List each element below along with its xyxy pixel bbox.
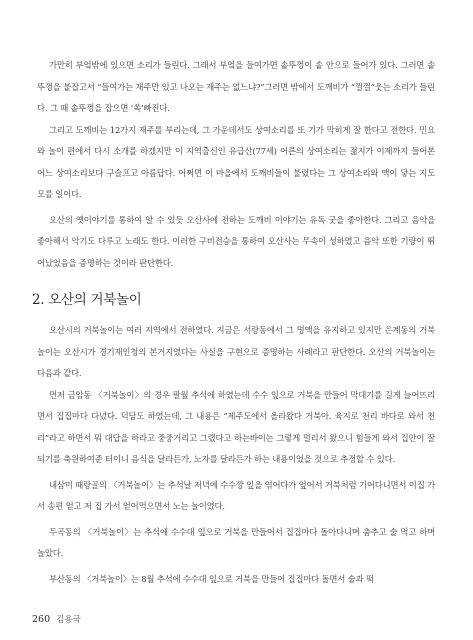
paragraph: 두곡동의 〈거북놀이〉는 추석에 수수대 잎으로 거북을 만들어서 집집마다 돌아다니며 춤추고 술 먹고 하며 놀았다. <box>37 526 435 558</box>
paragraph: 먼저 금암동 〈거북놀이〉의 경우 팔월 추석에 하였는데 수수 잎으로 거북을 만들어 막대기를 길게 늘어뜨리면서 집집마다 다녔다. 덕담도 하였는데, 그 내용은 “제주도에서 올라왔다 거북아. 육지로 천리 바다로 와서 천리”라고 하면서 뭐 대답을 하라고 중중거리고 그랬다고 하는바이는 그렇게 멀리서 왔으니 힘들게 와서 집안이 잘되기를 축원하여준 터이니 음식을 달라든가, 노자를 달라든가 하는 내용이었을 것으로 추정할 수 있다. <box>37 389 435 464</box>
section-heading: 2. 오산의 거북놀이 <box>32 292 142 308</box>
paragraph: 오산의 옛이야기를 통하여 알 수 있듯 오산사에 전하는 도깨비 이야기는 유독 굿을 좋아한다. 그리고 음악을 좋아해서 악기도 다루고 노래도 한다. 이러한 구비전승을 통하여 오산사는 무속이 성하였고 음악 또한 기량이 뛰어났었음을 증명하는 것이라 판단한다. <box>37 214 435 268</box>
page-number: 260 <box>32 614 51 625</box>
paragraph: 내삼미 때랑골의 〈거북놀이〉는 추석날 저녁에 수수깡 잎을 엮어다가 엎어서 거북처럼 기어다니면서 이집 가서 송편 얻고 저 집 가서 얻어먹으면서 노는 놀이였다. <box>37 479 435 511</box>
paragraph: 그리고 도깨비는 12가지 재주를 부리는데, 그 가운데서도 상여소리를 또 기가 막히게 잘 한다고 전한다. 민요와 놀이 편에서 다시 소개를 하겠지만 이 지역출신인 유급산(77세) 어른의 상여소리는 젊지가 이제까지 들어본 어느 상여소리보다 구슬프고 아름답다. 어쩌면 이 마을에서 도깨비들이 불렀다는 그 상여소리와 맥이 닿는 지도 모를 일이다. <box>37 124 435 199</box>
page-footer <box>32 613 81 625</box>
section1-body <box>37 55 435 274</box>
section2-body <box>37 320 435 590</box>
paragraph: 가만히 부엌밖에 있으면 소리가 들린다. 그래서 부엌을 들여가면 솥뚜껑이 솥 안으로 들어가 있다. 그러면 솥뚜껑을 붙잡고서 “들여가는 재주만 있고 나오는 재주는 없느냐?”그러면 밖에서 도깨비가 “껄껄”웃는 소리가 들린다. 그 때 솥뚜껑을 잡으면 ‘쏙’빠진다. <box>37 60 435 113</box>
paragraph: 오산시의 거북놀이는 여러 지역에서 전하였다. 지금은 서랑동에서 그 명맥을 유지하고 있지만 은계동의 거북놀이는 오산시가 경기재인청의 본거지였다는 사실을 구현으로 증명하는 사례라고 판단한다. 오산의 거북놀이는 다음과 같다. <box>37 325 435 378</box>
paragraph: 부산동의 〈거북놀이〉는 8월 추석에 수수대 잎으로 거북을 만들어 집집마다 돌면서 술과 떡 <box>49 573 374 584</box>
running-author: 김용국 <box>56 615 81 625</box>
